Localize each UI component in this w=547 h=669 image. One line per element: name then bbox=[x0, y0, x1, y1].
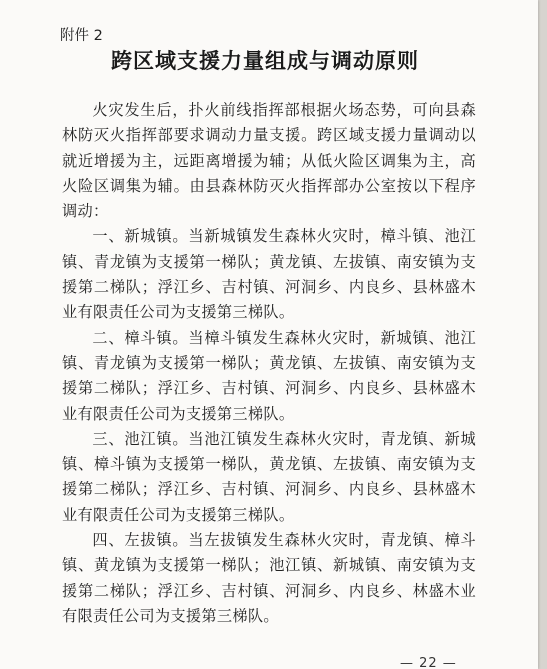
paragraph-intro: 火灾发生后，扑火前线指挥部根据火场态势，可向县森林防灭火指挥部要求调动力量支援。跨区域支援力量调动以就近增援为主，远距离增援为辅；从低火险区调集为主，高火险区调集为辅。由县森林防灭火指挥部办公室按以下程序调动： bbox=[62, 101, 476, 221]
paragraph-chijiang: 三、池江镇。当池江镇发生森林火灾时，青龙镇、新城镇、樟斗镇为支援第一梯队，黄龙镇、左拔镇、南安镇为支援第二梯队；浮江乡、吉村镇、河洞乡、内良乡、县林盛木业有限责任公司为支援第三梯队。 bbox=[62, 429, 476, 524]
paragraph-zhangdou: 二、樟斗镇。当樟斗镇发生森林火灾时，新城镇、池江镇、青龙镇为支援第一梯队；黄龙镇、左拔镇、南安镇为支援第二梯队；浮江乡、吉村镇、河洞乡、内良乡、县林盛木业有限责任公司为支援第三梯队。 bbox=[62, 328, 476, 423]
page-number: — 22 — bbox=[400, 656, 457, 669]
document-title: 跨区域支援力量组成与调动原则 bbox=[111, 49, 419, 73]
paragraph-zuoba: 四、左拔镇。当左拔镇发生森林火灾时，青龙镇、樟斗镇、黄龙镇为支援第一梯队；池江镇、新城镇、南安镇为支援第二梯队；浮江乡、吉村镇、河洞乡、内良乡、林盛木业有限责任公司为支援第三梯队。 bbox=[62, 531, 476, 625]
paragraph-xincheng: 一、新城镇。当新城镇发生森林火灾时，樟斗镇、池江镇、青龙镇为支援第一梯队；黄龙镇、左拔镇、南安镇为支援第二梯队；浮江乡、吉村镇、河洞乡、内良乡、县林盛木业有限责任公司为支援第三梯队。 bbox=[62, 227, 476, 322]
document-body bbox=[62, 98, 476, 629]
attachment-label: 附件 2 bbox=[60, 28, 103, 44]
